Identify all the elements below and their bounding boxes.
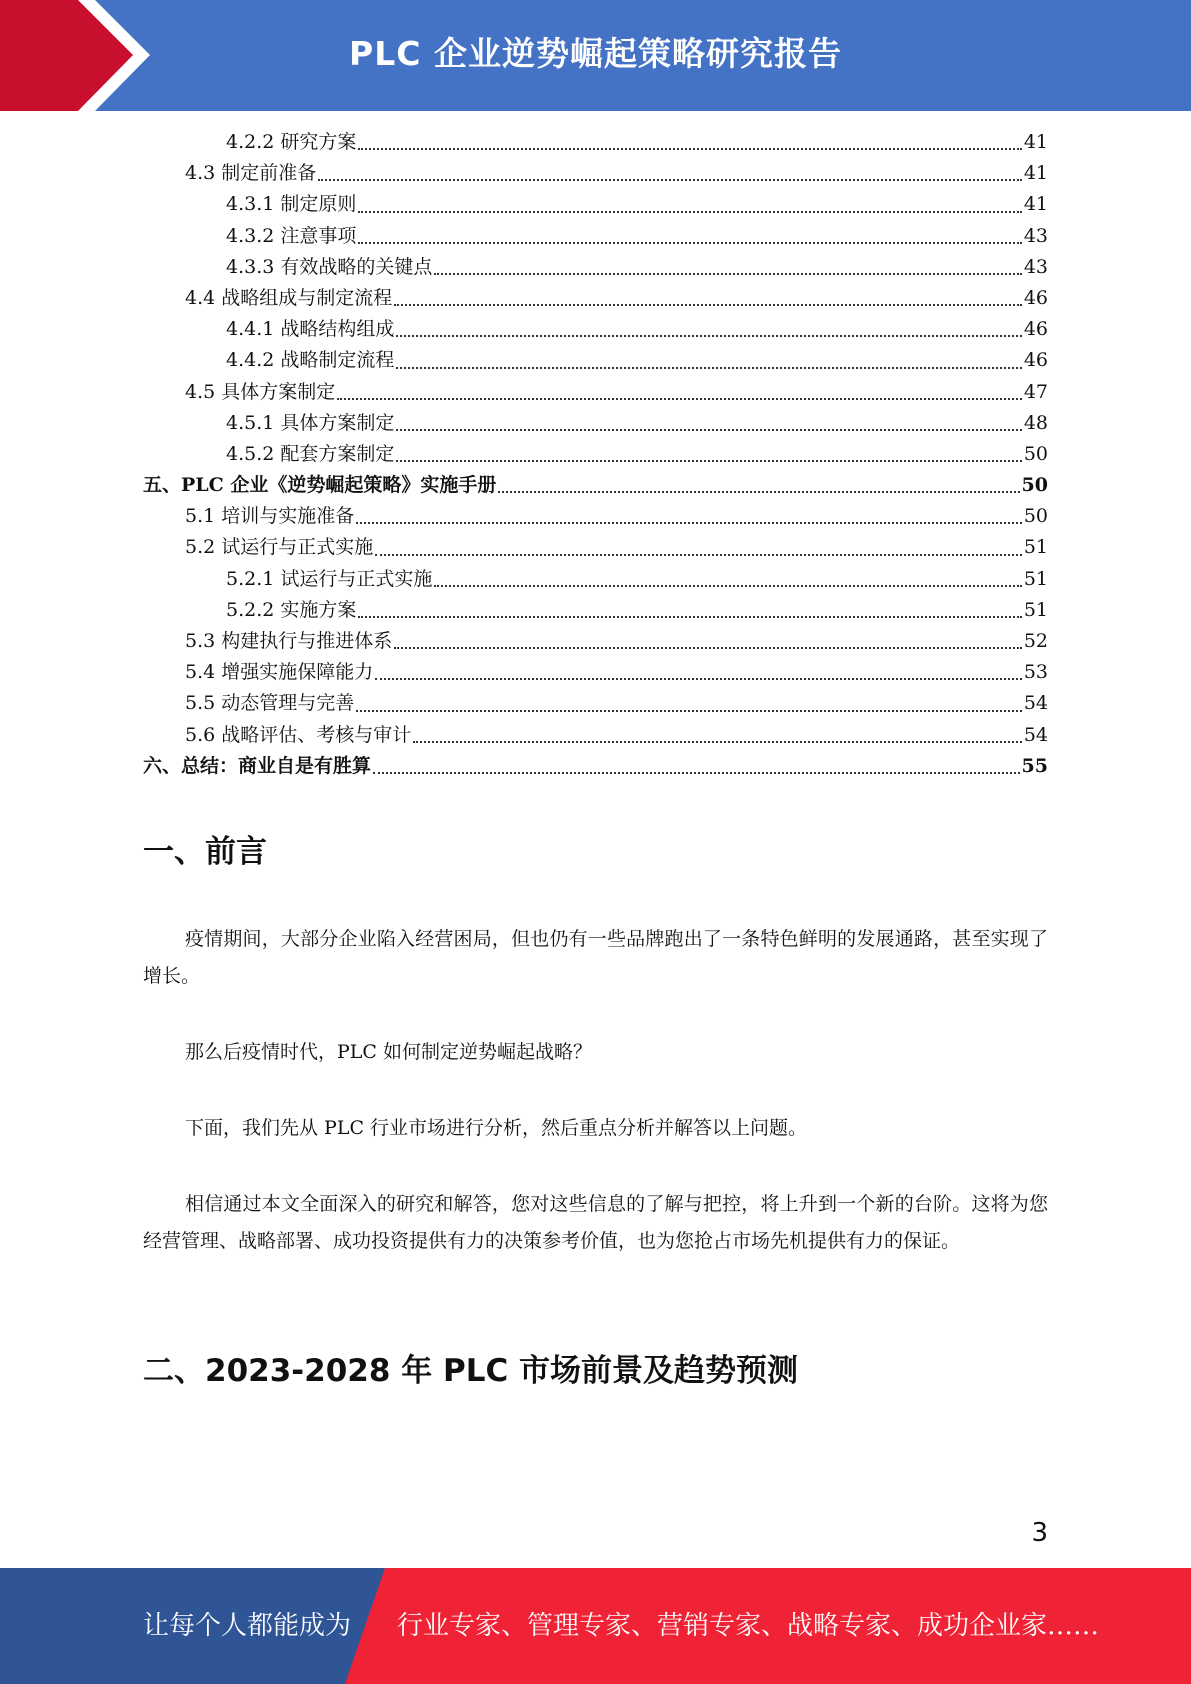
toc-entry-page: 52 — [1023, 630, 1048, 652]
toc-entry[interactable] — [143, 377, 1048, 408]
footer-slogan-right: 行业专家、管理专家、营销专家、战略专家、成功企业家…… — [397, 1611, 1100, 1641]
toc-entry[interactable] — [143, 626, 1048, 657]
toc-leader-dots — [358, 596, 1021, 618]
toc-leader-dots — [358, 191, 1021, 213]
toc-entry-page: 54 — [1023, 723, 1048, 746]
toc-entry-title: 六、总结：商业自是有胜算 — [143, 754, 372, 777]
toc-entry-title: 5.2.1 试运行与正式实施 — [226, 567, 433, 590]
paragraph: 那么后疫情时代，PLC 如何制定逆势崛起战略？ — [185, 1041, 592, 1063]
toc-entry-title: 5.4 增强实施保障能力 — [185, 661, 374, 684]
toc-entry-page: 51 — [1023, 567, 1048, 590]
header-title: PLC 企业逆势崛起策略研究报告 — [349, 34, 842, 73]
toc-entry-title: 4.5.1 具体方案制定 — [226, 411, 395, 434]
toc-entry-title: 五、PLC 企业《逆势崛起策略》实施手册 — [143, 474, 497, 497]
toc-leader-dots — [396, 347, 1021, 369]
toc-leader-dots — [394, 284, 1022, 306]
toc-entry-page: 55 — [1021, 754, 1048, 777]
toc-entry-page: 43 — [1023, 224, 1048, 247]
toc-entry-page: 51 — [1023, 536, 1048, 559]
toc-leader-dots — [434, 253, 1021, 275]
toc-entry-page: 50 — [1023, 442, 1048, 465]
toc-leader-dots — [373, 752, 1020, 774]
toc-leader-dots — [413, 721, 1022, 743]
page-header — [0, 0, 1191, 111]
toc-entry-title: 4.4.1 战略结构组成 — [226, 318, 395, 341]
toc-leader-dots — [396, 315, 1021, 337]
toc-entry-page: 41 — [1023, 193, 1048, 216]
toc-entry-page: 46 — [1023, 318, 1048, 341]
toc-leader-dots — [434, 565, 1021, 587]
toc-entry-title: 5.2.2 实施方案 — [226, 598, 357, 621]
toc-entry-title: 4.3.3 有效战略的关键点 — [226, 255, 433, 278]
table-of-contents — [143, 127, 1048, 782]
toc-entry[interactable] — [143, 408, 1048, 439]
toc-leader-dots — [396, 409, 1021, 431]
toc-leader-dots — [356, 502, 1022, 524]
section-heading-preface: 一、前言 — [143, 834, 267, 870]
toc-entry-page: 46 — [1023, 286, 1048, 309]
toc-leader-dots — [375, 534, 1022, 556]
toc-entry-page: 50 — [1023, 505, 1048, 528]
toc-entry[interactable] — [143, 189, 1048, 220]
toc-entry[interactable] — [143, 720, 1048, 751]
toc-entry-title: 4.3.2 注意事项 — [226, 224, 357, 247]
toc-entry-title: 4.4.2 战略制定流程 — [226, 349, 395, 372]
toc-entry-title: 4.4 战略组成与制定流程 — [185, 286, 393, 309]
toc-leader-dots — [358, 222, 1021, 244]
toc-leader-dots — [396, 440, 1021, 462]
toc-entry-page: 51 — [1023, 598, 1048, 621]
page-footer — [0, 1568, 1191, 1684]
toc-entry-title: 4.5 具体方案制定 — [185, 380, 336, 403]
toc-entry-page: 54 — [1023, 692, 1048, 715]
toc-entry[interactable] — [143, 751, 1048, 782]
toc-entry-title: 5.1 培训与实施准备 — [185, 505, 355, 528]
toc-entry-title: 4.3.1 制定原则 — [226, 193, 357, 216]
section-heading-market-forecast: 二、2023-2028 年 PLC 市场前景及趋势预测 — [143, 1353, 799, 1389]
toc-entry-page: 53 — [1023, 661, 1048, 684]
toc-entry[interactable] — [143, 283, 1048, 314]
toc-leader-dots — [394, 627, 1022, 649]
toc-entry[interactable] — [143, 314, 1048, 345]
footer-slogan-left: 让每个人都能成为 — [143, 1611, 352, 1641]
toc-entry-title: 5.5 动态管理与完善 — [185, 692, 355, 715]
toc-entry[interactable] — [143, 127, 1048, 158]
toc-entry[interactable] — [143, 158, 1048, 189]
toc-entry[interactable] — [143, 564, 1048, 595]
toc-entry[interactable] — [143, 221, 1048, 252]
toc-entry-title: 4.5.2 配套方案制定 — [226, 442, 395, 465]
toc-entry[interactable] — [143, 688, 1048, 719]
toc-entry[interactable] — [143, 252, 1048, 283]
toc-entry[interactable] — [143, 532, 1048, 563]
toc-leader-dots — [498, 471, 1019, 493]
toc-entry[interactable] — [143, 439, 1048, 470]
toc-leader-dots — [375, 658, 1022, 680]
toc-entry[interactable] — [143, 501, 1048, 532]
toc-entry-page: 43 — [1023, 255, 1048, 278]
toc-entry[interactable] — [143, 595, 1048, 626]
toc-leader-dots — [318, 159, 1022, 181]
toc-entry-page: 48 — [1023, 411, 1048, 434]
toc-leader-dots — [358, 128, 1021, 150]
toc-entry[interactable] — [143, 470, 1048, 501]
paragraph: 下面，我们先从 PLC 行业市场进行分析，然后重点分析并解答以上问题。 — [185, 1117, 808, 1139]
toc-entry[interactable] — [143, 657, 1048, 688]
toc-entry[interactable] — [143, 345, 1048, 376]
toc-entry-page: 50 — [1021, 474, 1048, 497]
toc-entry-page: 47 — [1023, 380, 1048, 403]
toc-entry-page: 41 — [1023, 162, 1048, 185]
paragraph: 疫情期间，大部分企业陷入经营困局，但也仍有一些品牌跑出了一条特色鲜明的发展通路，甚至实现了增长。 — [143, 928, 1048, 987]
toc-entry-page: 46 — [1023, 349, 1048, 372]
toc-entry-title: 5.3 构建执行与推进体系 — [185, 630, 393, 652]
toc-entry-page: 41 — [1023, 131, 1048, 153]
toc-entry-title: 4.2.2 研究方案 — [226, 131, 357, 153]
toc-entry-title: 5.6 战略评估、考核与审计 — [185, 723, 412, 746]
page-number: 3 — [1031, 1518, 1048, 1548]
toc-entry-title: 5.2 试运行与正式实施 — [185, 536, 374, 559]
paragraph: 相信通过本文全面深入的研究和解答，您对这些信息的了解与把控，将上升到一个新的台阶。这将为您经营管理、战略部署、成功投资提供有力的决策参考价值，也为您抢占市场先机提供有力的保证。 — [143, 1193, 1048, 1252]
toc-entry-title: 4.3 制定前准备 — [185, 162, 317, 185]
toc-leader-dots — [356, 690, 1022, 712]
toc-leader-dots — [337, 378, 1022, 400]
